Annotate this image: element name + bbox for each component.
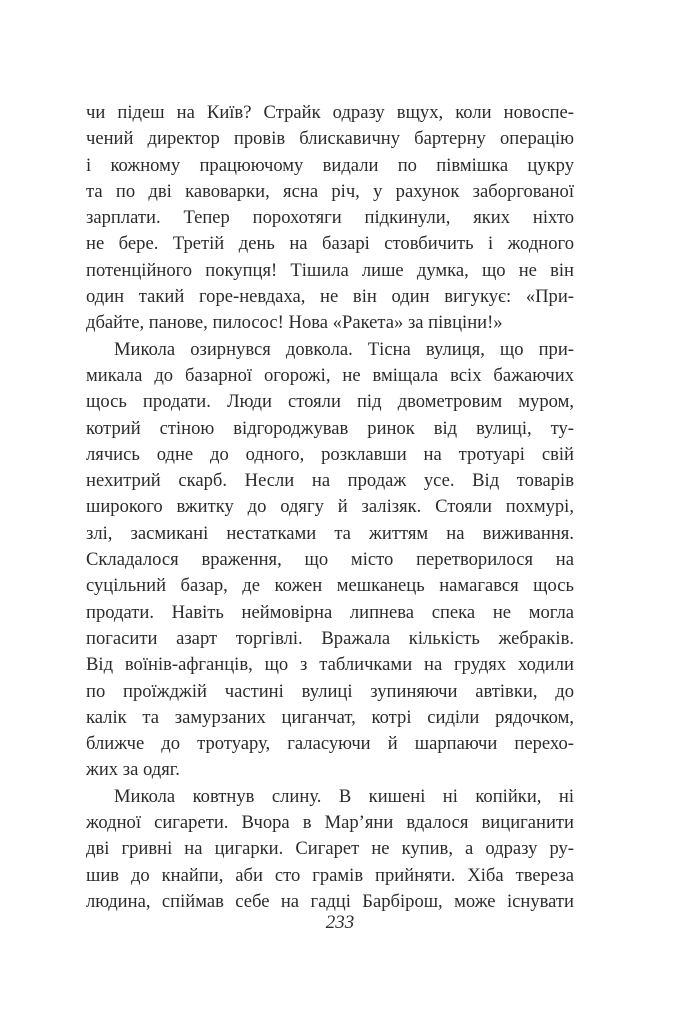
text-line: не бере. Третій день на базарі стовбичить і жодного [86, 233, 574, 255]
text-line: лячись одне до одного, розклавши на тротуарі свій [86, 443, 574, 465]
text-line: злі, засмикані нестатками та життям на виживання. [86, 522, 574, 544]
text-line: калік та замурзаних циганчат, котрі сиділи рядочком, [86, 706, 574, 728]
text-line: продати. Навіть неймовірна липнева спека не могла [86, 601, 574, 623]
text-line: котрий стіною відгороджував ринок від вулиці, ту- [86, 417, 574, 439]
text-line: чений директор провів блискавичну бартерну операцію [86, 128, 574, 150]
text-line: жодної сигарети. Вчора в Мар’яни вдалося вициганити [86, 812, 574, 834]
text-line: жих за одяг. [86, 759, 180, 781]
text-line: один такий горе-невдаха, не він один вигукує: «При- [86, 286, 574, 308]
text-line: нехитрий скарб. Несли на продаж усе. Від товарів [86, 470, 574, 492]
text-line: шив до кнайпи, аби сто грамів прийняти. Хіба твереза [86, 864, 574, 886]
text-line: микала до базарної огорожі, не вміщала всіх бажаючих [86, 364, 574, 386]
text-line: ближче до тротуару, галасуючи й шарпаючи перехо- [86, 733, 574, 755]
text-line: дбайте, панове, пилосос! Нова «Ракета» за півціни!» [86, 312, 503, 334]
text-line: Від воїнів-афганців, що з табличками на грудях ходили [86, 654, 574, 676]
text-line: по проїжджій частині вулиці зупиняючи автівки, до [86, 680, 574, 702]
text-line: суцільний базар, де кожен мешканець намагався щось [86, 575, 574, 597]
text-line: дві гривні на цигарки. Сигарет не купив, а одразу ру- [86, 838, 574, 860]
text-line: потенційного покупця! Тішила лише думка, що не він [86, 259, 574, 281]
text-line: чи підеш на Київ? Страйк одразу вщух, коли новоспе- [86, 102, 574, 123]
text-line: та по дві кавоварки, ясна річ, у рахунок заборгованої [86, 180, 574, 202]
text-line: погасити азарт торгівлі. Вражала кількість жебраків. [86, 627, 574, 649]
page-number: 233 [325, 912, 355, 933]
text-line: Складалося враження, що місто перетворилося на [86, 549, 574, 571]
paragraph-start-line: Микола ковтнув слину. В кишені ні копійки, ні [114, 785, 574, 807]
paragraph-start-line: Микола озирнувся довкола. Тісна вулиця, що при- [114, 338, 574, 360]
text-line: і кожному працюючому видали по півмішка цукру [86, 154, 574, 176]
text-line: щось продати. Люди стояли під двометровим муром, [86, 391, 574, 413]
text-line: широкого вжитку до одягу й залізяк. Стояли похмурі, [86, 496, 574, 518]
text-line: людина, спіймав себе на гадці Барбірош, може існувати [86, 890, 574, 912]
body-text [86, 100, 574, 915]
text-line: зарплати. Тепер порохотяги підкинули, яких ніхто [86, 207, 574, 229]
